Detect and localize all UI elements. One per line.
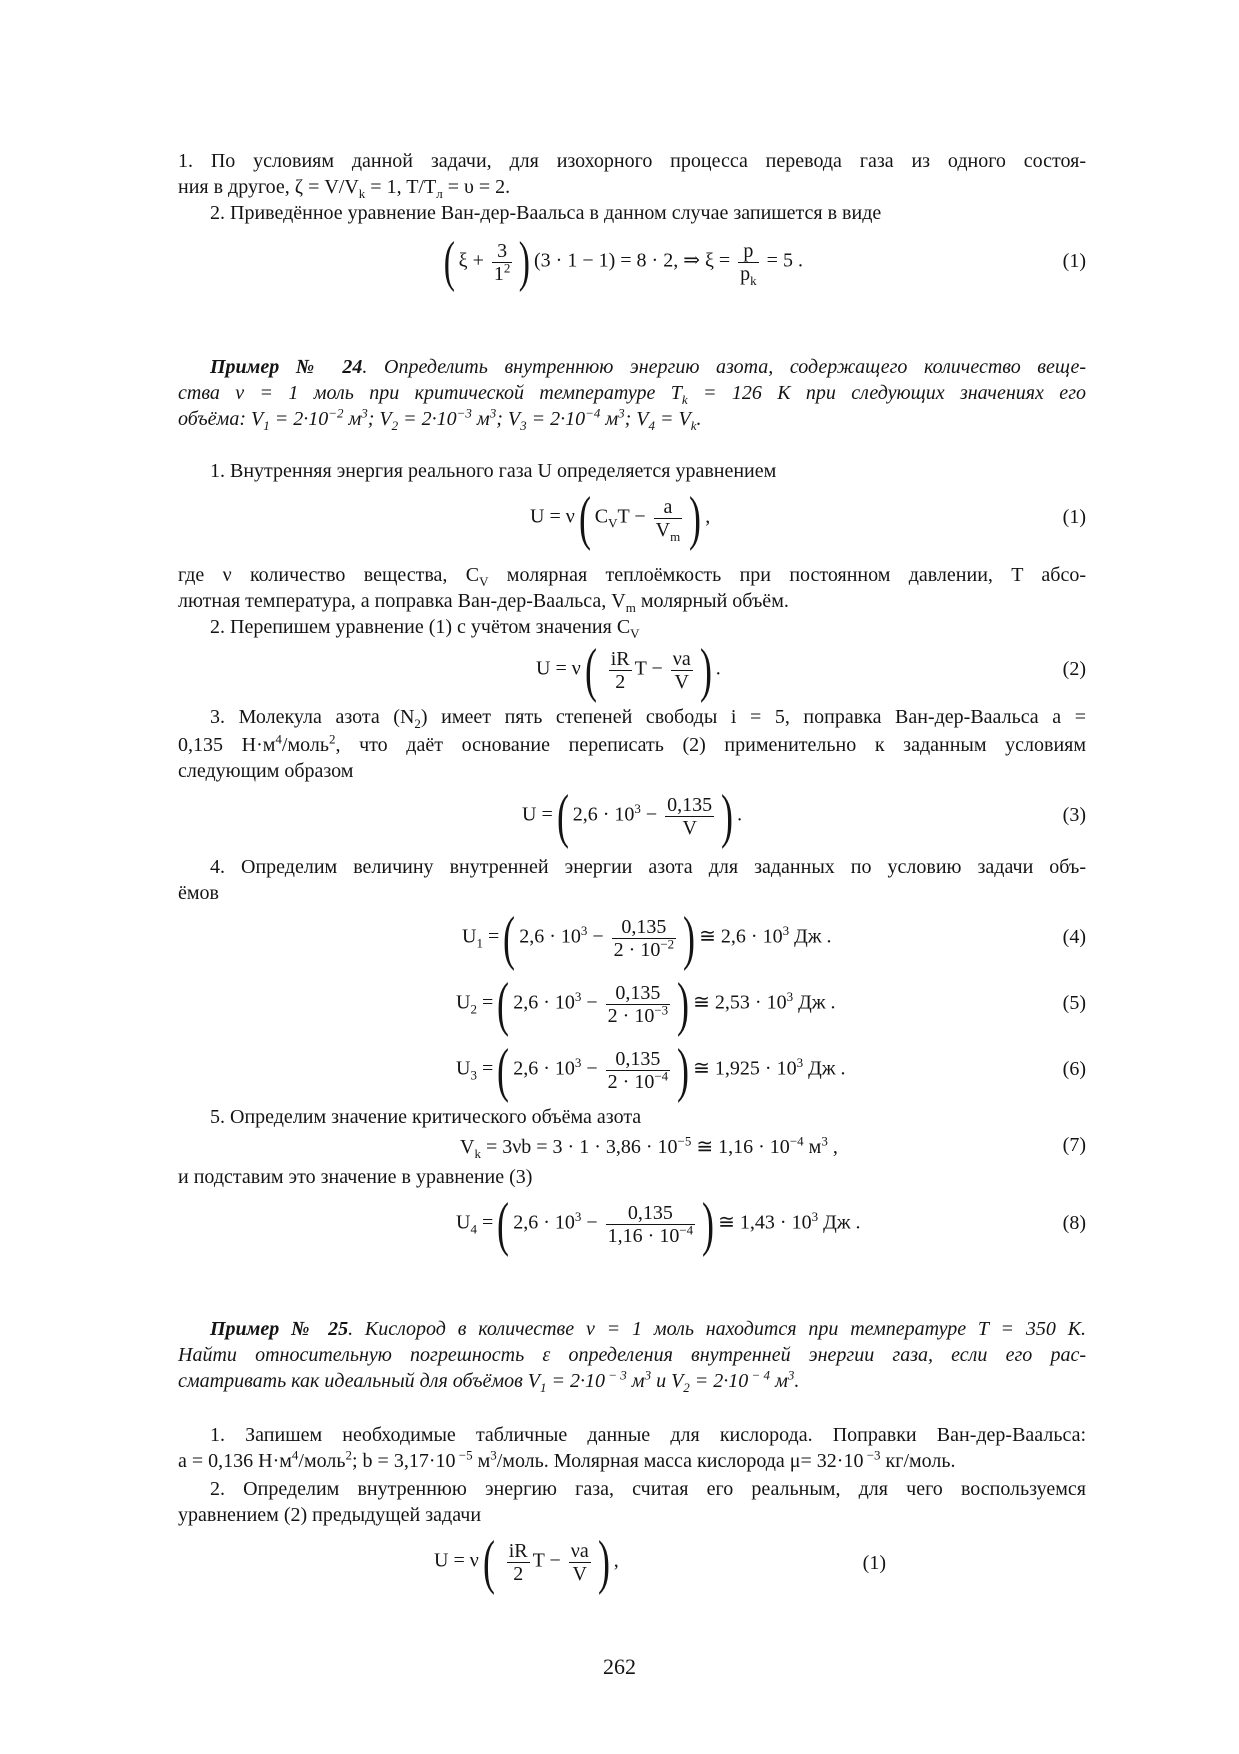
equation-number: (2) (1062, 658, 1086, 680)
page-number: 262 (603, 1654, 636, 1679)
paragraph-line: 1. Внутренняя энергия реального газа U определяется уравнением (210, 460, 777, 482)
equation-intro-1: ( ξ + $\frac{3}{1^2}$ ) (3 · 1 − 1) = 8 · 2, ⇒ ξ = $\frac{p}{p_k}$ = 5 . (443, 231, 803, 293)
paragraph-line: ства ν = 1 моль при критической температуре $T_k = 126$ К при следующих значениях его (178, 382, 1086, 407)
paragraph-line: 1. По условиям данной задачи, для изохорного процесса перевода газа из одного состоя- (178, 150, 1086, 172)
paragraph-line: 2. Перепишем уравнение (1) с учётом значения $C_V$ (210, 616, 640, 641)
paragraph-line: 1. Запишем необходимые табличные данные для кислорода. Поправки Ван-дер-Ваальса: (210, 1424, 1086, 1446)
equation-number: (1) (1062, 250, 1086, 272)
paragraph-line: лютная температура, a поправка Ван-дер-Ваальса, $V_m$ молярный объём. (178, 590, 789, 615)
paragraph-line: 2. Приведённое уравнение Ван-дер-Ваальса в данном случае запишется в виде (210, 202, 882, 224)
paragraph-line: 5. Определим значение критического объёма азота (210, 1106, 642, 1128)
paragraph-line: и подставим это значение в уравнение (3) (178, 1166, 533, 1188)
paragraph-line: сматривать как идеальный для объёмов $V_1 = 2\cdot 10$ $^{- 3}$ $м^3$ и $V_2 = 2\cdot 10$ $^{- 4}$ $м^3$. (178, 1367, 800, 1395)
example-24-heading: Пример № 24. Определить внутреннюю энергию азота, содержащего количество веще- (210, 356, 1086, 378)
paragraph-line: ёмов (178, 882, 219, 904)
example-25-heading: Пример № 25. Кислород в количестве ν = 1 моль находится при температуре T = 350 К. (210, 1318, 1086, 1340)
paragraph-line: ния в другое, $\zeta = V/V_k = 1$, $T/T_л = \upsilon = 2$. (178, 176, 511, 201)
equation-24-3: U =( $2,6 \cdot 10^3$ − $\frac{0,135}{V}$ ) . (522, 783, 743, 849)
paragraph-line: 3. Молекула азота $(N_2)$ имеет пять степеней свободы i = 5, поправка Ван-дер-Ваальса a = (210, 706, 1087, 731)
equation-24-5: $U_2$ =( $2,6 \cdot 10^3$ − $\frac{0,135}{2 \cdot 10^{-3}}$ ) ≅ $2,53 \cdot 10^3$ Дж . (456, 971, 836, 1037)
equation-number: (8) (1062, 1212, 1086, 1234)
paragraph-line: где ν количество вещества, $C_V$ молярная теплоёмкость при постоянном давлении, T абсо- (178, 564, 1086, 589)
equation-number: (6) (1062, 1058, 1086, 1080)
equation-24-2: U = ν( $\frac{iR}{2}$ T − $\frac{\nu a}{V}$ ) . (536, 637, 721, 703)
equation-number: (5) (1062, 992, 1086, 1014)
paragraph-line: уравнением (2) предыдущей задачи (178, 1504, 482, 1526)
equation-24-8: $U_4$ =( $2,6 \cdot 10^3$ − $\frac{0,135}{1,16 \cdot 10^{-4}}$ ) ≅ $1,43 \cdot 10^3$ Дж . (456, 1191, 861, 1257)
paragraph-line: объёма: $V_1 = 2\cdot 10^{-2}$ $м^3$; $V_2 = 2\cdot 10^{-3}$ $м^3$; $V_3 = 2\cdot 10^{-4}$ $м^3$; $V_4 = V_k$. (178, 405, 702, 433)
paragraph-line: 4. Определим величину внутренней энергии азота для заданных по условию задачи объ- (210, 856, 1086, 878)
paragraph-line: Найти относительную погрешность ε определения внутренней энергии газа, если его рас- (178, 1344, 1086, 1366)
equation-number: (4) (1062, 926, 1086, 948)
equation-number: (1) (1062, 506, 1086, 528)
paragraph-line: a = 0,136 $Н\cdot м^4/моль^2$; b = 3,17·10 $^{-5}$ $м^3$/моль. Молярная масса кислорода μ= 32·10 $^{-3}$ кг/моль. (178, 1447, 956, 1472)
equation-24-6: $U_3$ =( $2,6 \cdot 10^3$ − $\frac{0,135}{2 \cdot 10^{-4}}$ ) ≅ $1,925 \cdot 10^3$ Дж . (456, 1037, 846, 1103)
equation-24-7: $V_k = 3\nu b = 3 \cdot 1 \cdot 3,86 \cdot 10^{-5}$ ≅ $1,16 \cdot 10^{-4}$ $м^3$ , (460, 1133, 838, 1161)
equation-number: (7) (1062, 1134, 1086, 1156)
paragraph-line: следующим образом (178, 760, 354, 782)
equation-24-4: $U_1$ =( $2,6 \cdot 10^3$ − $\frac{0,135}{2 \cdot 10^{-2}}$ ) ≅ $2,6 \cdot 10^3$ Дж . (462, 905, 832, 971)
equation-25-1: U = ν( $\frac{iR}{2}$ T − $\frac{\nu a}{V}$ ) , (434, 1529, 619, 1595)
paragraph-line: 2. Определим внутреннюю энергию газа, считая его реальным, для чего воспользуемся (210, 1478, 1086, 1500)
equation-number: (3) (1062, 804, 1086, 826)
equation-number: (1) (862, 1552, 886, 1574)
equation-24-1: U = ν( $C_VT$ − $\frac{a}{V_m}$ ) , (530, 485, 711, 551)
paragraph-line: 0,135 $Н\cdot м^4/моль^2$, что даёт основание переписать (2) применительно к заданным условиям (178, 731, 1087, 756)
